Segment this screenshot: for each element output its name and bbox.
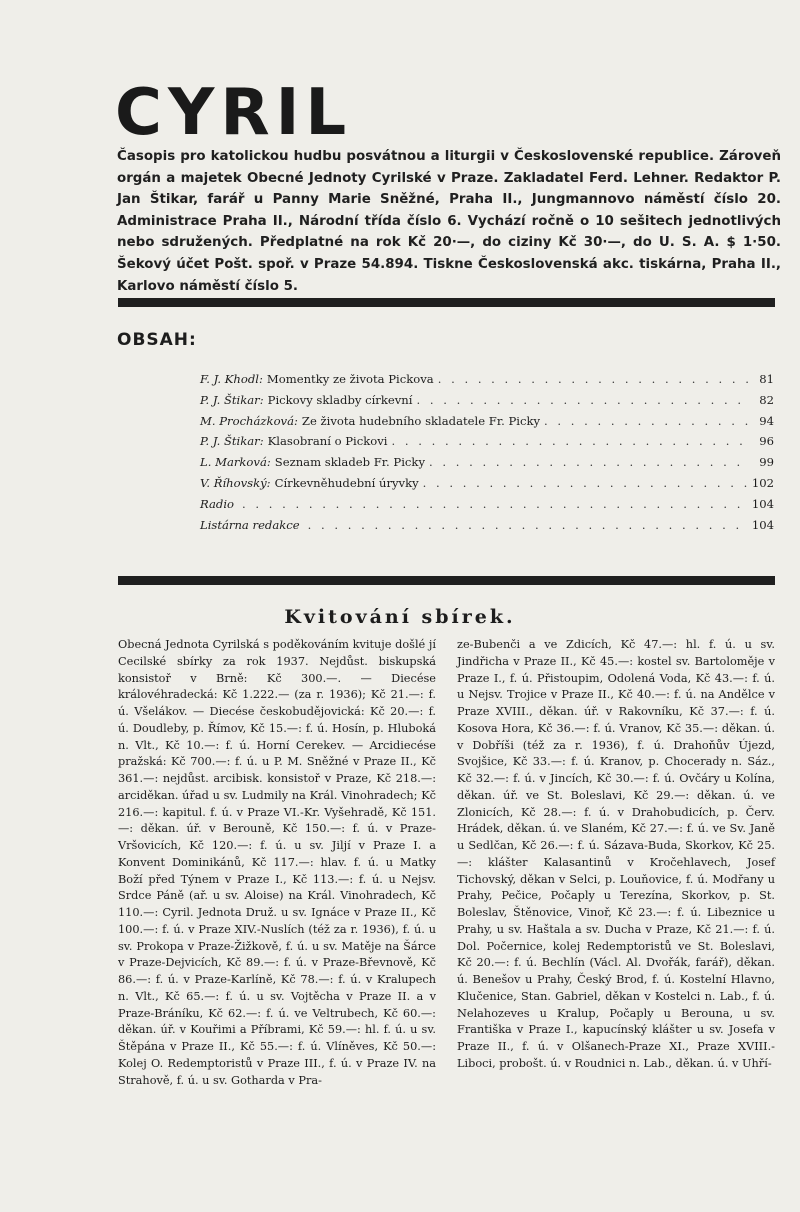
toc-author: V. Říhovský: — [200, 475, 271, 490]
toc-page: 82 — [759, 392, 774, 407]
toc-entry — [200, 455, 774, 476]
article-column-right: ze-Bubenči a ve Zdicích, Kč 47.—: hl. f. ú. u sv. Jindřicha v Praze II., Kč 45.—: kostel sv. Bartoloměje v Praze I., f. ú. Přistoupim, Odolená Voda, Kč 43.—: f. ú. u Nejsv. Trojice v Praze II., Kč 40.—: f. ú. na Andělce v Praze XVIII., děkan. úř. v Rakovníku, Kč 37.—: f. ú. Kosova Hora, Kč 36.—: f. ú. Vranov, Kč 35.—: děkan. ú. v Dobříši (též za r. 1936), f. ú. Drahoňův Újezd, Svojšice, Kč 33.—: f. ú. Kranov, p. Chocerady n. Sáz., Kč 32.—: f. ú. v Jincích, Kč 30.—: f. ú. Ovčáry u Kolína, děkan. úř. ve St. Boleslavi, Kč 29.—: děkan. ú. ve Zlonicích, Kč 28.—: f. ú. v Drahobudicích, p. Červ. Hrádek, děkan. ú. ve Slaném, Kč 27.—: f. ú. ve Sv. Janě u Sedlčan, Kč 26.—: f. ú. Sázava-Buda, Skorkov, Kč 25.—: klášter Kalasantinů v Kročehlavech, Josef Tichovský, děkan v Selci, p. Louňovice, f. ú. Modřany u Prahy, Pečice, Počaply u Terezína, Skorkov, p. St. Boleslav, Štěnovice, Vinoř, Kč 23.—: f. ú. Libeznice u Prahy, u sv. Haštala a sv. Ducha v Praze, Kč 21.—: f. ú. Dol. Počernice, kolej Redemptoristů ve St. Boleslavi, Kč 20.—: f. ú. Bechlín (Václ. Al. Dvořák, farář), děkan. ú. Benešov u Prahy, Český Brod, f. ú. Kostelní Hlavno, Klučenice, Stan. Gabriel, děkan v Kostelci n. Lab., f. ú. Nelahozeves u Kralup, Počaply u Berouna, u sv. Františka v Praze I., kapucínský klášter u sv. Josefa v Praze II., f. ú. v Olšanech-Praze XI., Praze XVIII.-Liboci, probošt. ú. v Roudnici n. Lab., děkan. ú. v Uhří- — [457, 638, 775, 1070]
article-heading: Kvitování sbírek. — [284, 606, 516, 628]
toc-page: 99 — [759, 455, 774, 470]
divider-rule-top — [118, 298, 775, 307]
toc-entry — [200, 393, 774, 414]
toc-leader — [392, 434, 748, 448]
toc-author: P. J. Štikar: — [200, 434, 264, 449]
contents-heading: OBSAH: — [117, 330, 197, 350]
toc-leader — [423, 476, 748, 490]
toc-entry — [200, 476, 774, 497]
toc-title: Momentky ze života Pickova — [266, 372, 434, 386]
toc-author: Listárna redakce — [200, 517, 300, 532]
toc-title: Církevněhudební úryvky — [274, 475, 419, 490]
toc-page: 102 — [751, 475, 774, 490]
table-of-contents — [200, 372, 774, 538]
toc-title: Seznam skladeb Fr. Picky — [274, 455, 425, 470]
toc-entry — [200, 518, 774, 539]
journal-title: CYRIL — [115, 76, 353, 150]
divider-rule-bottom — [118, 576, 775, 585]
toc-author: F. J. Khodl: — [200, 372, 263, 386]
toc-author: M. Procházková: — [200, 413, 298, 428]
toc-author: P. J. Štikar: — [200, 392, 264, 407]
toc-author: Radio — [200, 496, 235, 511]
toc-page: 96 — [759, 434, 774, 449]
toc-title: Klasobraní o Pickovi — [267, 434, 388, 449]
toc-leader — [438, 372, 748, 386]
toc-entry — [200, 414, 774, 435]
toc-leader — [242, 497, 748, 511]
journal-intro: Časopis pro katolickou hudbu posvátnou a liturgii v Československé republice. Zároveň orgán a majetek Obecné Jednoty Cyrilské v Praze. Zakladatel Ferd. Lehner. Redaktor P. Jan Štikar, farář u Panny Marie Sněžné, Praha II., Jungmannovo náměstí číslo 20. Administrace Praha II., Národní třída číslo 6. Vychází ročně o 10 sešitech jednotlivých nebo sdružených. Předplatné na rok Kč 20·—, do ciziny Kč 30·—, do U. S. A. $ 1·50. Šekový účet Pošt. spoř. v Praze 54.894. Tiskne Československá akc. tiskárna, Praha II., Karlovo náměstí číslo 5. — [117, 149, 781, 294]
toc-entry — [200, 497, 774, 518]
toc-leader — [416, 393, 748, 407]
toc-page: 104 — [751, 517, 774, 532]
article-column-left: Obecná Jednota Cyrilská s poděkováním kvituje došlé jí Cecilské sbírky za rok 1937. Nejdůst. biskupská konsistoř v Brně: Kč 300.—. — Diecése královéhradecká: Kč 1.222.— (za r. 1936); Kč 21.—: f. ú. Všelákov. — Diecése českobudějovická: Kč 20.—: f. ú. Doudleby, p. Římov, Kč 15.—: f. ú. Hosín, p. Hluboká n. Vlt., Kč 10.—: f. ú. Horní Cerekev. — Arcidiecése pražská: Kč 700.—: f. ú. u P. M. Sněžné v Praze II., Kč 361.—: nejdůst. arcibisk. konsistoř v Praze, Kč 218.—: arciděkan. úřad u sv. Ludmily na Král. Vinohradech; Kč 216.—: kapitul. f. ú. v Praze VI.-Kr. Vyšehradě, Kč 151.—: děkan. úř. v Berouně, Kč 150.—: f. ú. v Praze-Vršovicích, Kč 120.—: f. ú. u sv. Jiljí v Praze I. a Konvent Dominikánů, Kč 117.—: hlav. f. ú. u Matky Boží před Týnem v Praze I., Kč 113.—: f. ú. u Nejsv. Srdce Páně (ař. u sv. Aloise) na Král. Vinohradech, Kč 110.—: Cyril. Jednota Druž. u sv. Ignáce v Praze II., Kč 100.—: f. ú. v Praze XIV.-Nuslích (též za r. 1936), f. ú. u sv. Prokopa v Praze-Žižkově, f. ú. u sv. Matěje na Šárce v Praze-Dejvicích, Kč 89.—: f. ú. v Praze-Břevnově, Kč 86.—: f. ú. v Praze-Karlíně, Kč 78.—: f. ú. v Kralupech n. Vlt., Kč 65.—: f. ú. u sv. Vojtěcha v Praze II. a v Praze-Bráníku, Kč 62.—: f. ú. ve Veltrubech, Kč 60.—: děkan. úř. v Kouřimi a Příbrami, Kč 59.—: hl. f. ú. u sv. Štěpána v Praze II., Kč 55.—: f. ú. Vlíněves, Kč 50.—: Kolej O. Redemptoristů v Praze III., f. ú. v Praze IV. na Strahově, f. ú. u sv. Gotharda v Pra- — [118, 638, 436, 1087]
toc-title: Ze života hudebního skladatele Fr. Picky — [301, 413, 541, 428]
toc-page: 81 — [759, 372, 774, 386]
toc-entry — [200, 434, 774, 455]
toc-page: 104 — [751, 496, 774, 511]
toc-leader — [429, 455, 748, 469]
toc-leader — [308, 518, 748, 532]
toc-author: L. Marková: — [200, 455, 271, 470]
toc-entry — [200, 372, 774, 393]
toc-title: Pickovy skladby církevní — [267, 392, 413, 407]
toc-leader — [544, 414, 748, 428]
toc-page: 94 — [759, 413, 774, 428]
